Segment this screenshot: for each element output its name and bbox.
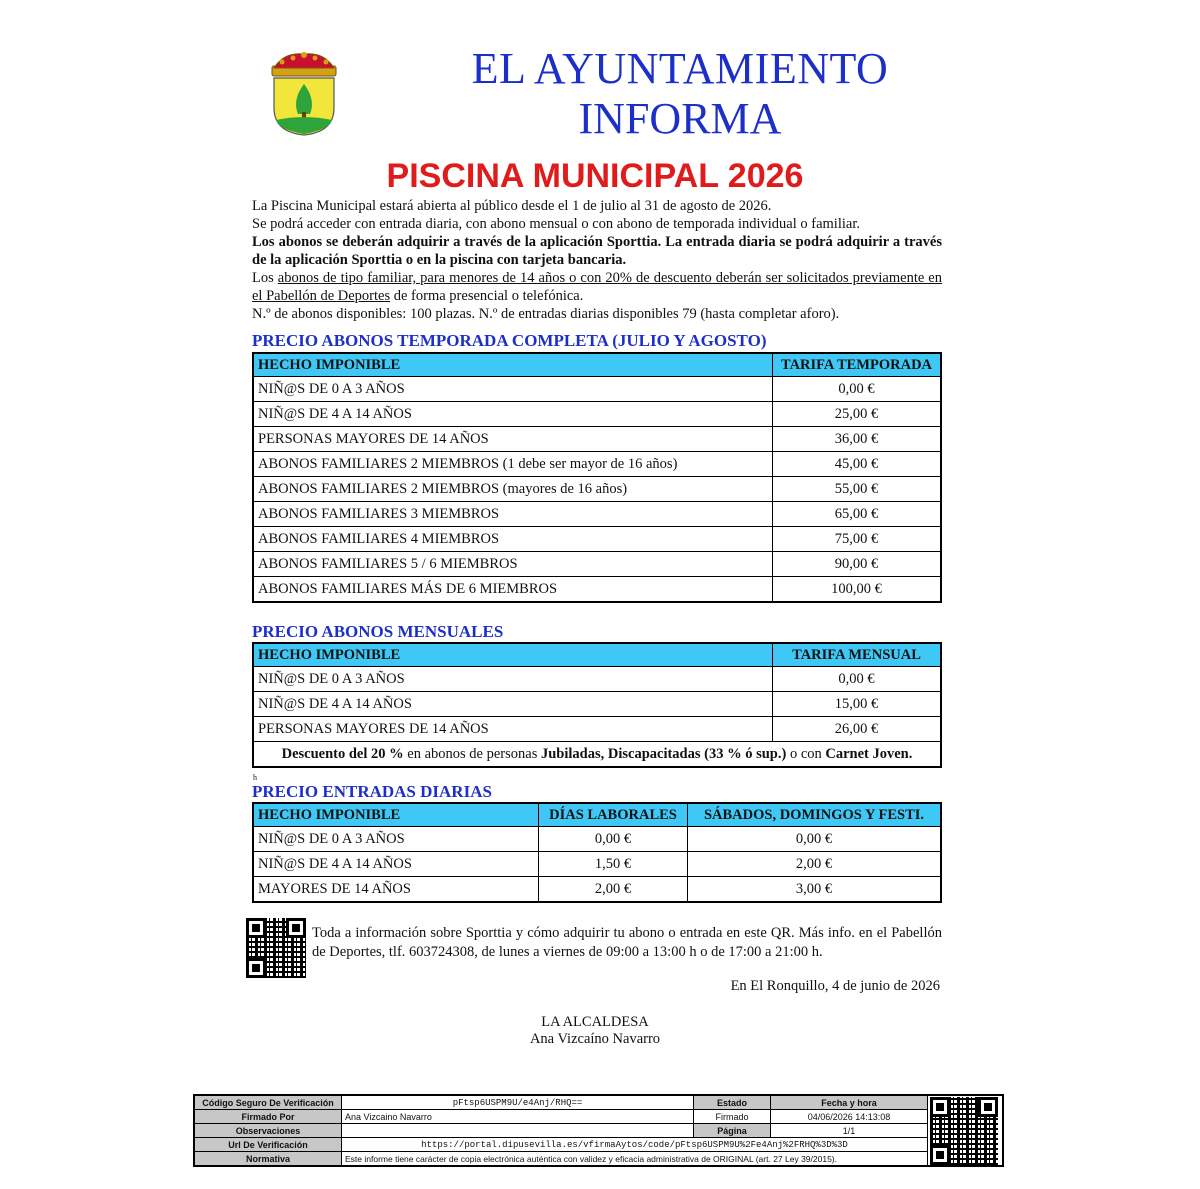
stray-mark: h <box>253 773 257 782</box>
table-row <box>253 502 941 527</box>
section-heading-temporada: PRECIO ABONOS TEMPORADA COMPLETA (JULIO Y AGOSTO) <box>252 331 767 350</box>
observations-value <box>342 1124 694 1138</box>
qr-finder <box>930 1097 950 1117</box>
discount-note <box>253 742 941 768</box>
table-row <box>253 827 941 852</box>
row-price: 15,00 € <box>773 692 942 717</box>
intro-text-segment: Los <box>252 270 278 286</box>
signer-name: Ana Vizcaíno Navarro <box>529 1031 661 1047</box>
row-price: 45,00 € <box>773 452 942 477</box>
row-price: 0,00 € <box>688 827 942 852</box>
header-line-1: EL AYUNTAMIENTO <box>471 44 889 93</box>
column-header: TARIFA MENSUAL <box>773 643 942 667</box>
row-label: MAYORES DE 14 AÑOS <box>253 877 539 903</box>
verification-qr-code[interactable] <box>930 1097 998 1165</box>
intro-paragraph <box>252 269 942 305</box>
table-row <box>194 1124 1003 1138</box>
verification-label: Firmado Por <box>194 1110 342 1124</box>
discount-note-row <box>253 742 941 768</box>
column-header: TARIFA TEMPORADA <box>773 353 942 377</box>
table-row <box>194 1110 1003 1124</box>
verification-label: Observaciones <box>194 1124 342 1138</box>
column-header: HECHO IMPONIBLE <box>253 353 773 377</box>
datetime-value: 04/06/2026 14:13:08 <box>771 1110 928 1124</box>
table-row <box>253 552 941 577</box>
note-bold: Descuento del 20 % <box>281 745 404 762</box>
verification-label: Página <box>694 1124 771 1138</box>
section-heading-diarias: PRECIO ENTRADAS DIARIAS <box>252 782 492 801</box>
column-header: SÁBADOS, DOMINGOS Y FESTI. <box>688 803 942 827</box>
page-value: 1/1 <box>771 1124 928 1138</box>
row-price: 2,00 € <box>688 852 942 877</box>
row-price: 3,00 € <box>688 877 942 903</box>
intro-underlined-segment: abonos de tipo familiar, para menores de 14 años o con 20% de descuento deberán ser solicitados previamente en el Pabellón de Deportes <box>252 270 942 304</box>
temporada-table <box>252 352 942 603</box>
qr-finder <box>978 1097 998 1117</box>
row-price: 1,50 € <box>539 852 688 877</box>
signer-role: LA ALCALDESA <box>541 1014 649 1030</box>
row-label: ABONOS FAMILIARES 3 MIEMBROS <box>253 502 773 527</box>
normativa-value: Este informe tiene carácter de copia electrónica auténtica con validez y eficacia administrativa de ORIGINAL (art. 27 Ley 39/2015). <box>342 1152 928 1167</box>
table-row <box>253 377 941 402</box>
row-label: ABONOS FAMILIARES MÁS DE 6 MIEMBROS <box>253 577 773 603</box>
row-label: ABONOS FAMILIARES 2 MIEMBROS (1 debe ser mayor de 16 años) <box>253 452 773 477</box>
status-value: Firmado <box>694 1110 771 1124</box>
row-price: 25,00 € <box>773 402 942 427</box>
row-label: PERSONAS MAYORES DE 14 AÑOS <box>253 717 773 742</box>
verification-table <box>193 1094 1004 1167</box>
intro-paragraph: Los abonos se deberán adquirir a través de la aplicación Sporttia. La entrada diaria se podrá adquirir a través de la aplicación Sporttia o en la piscina con tarjeta bancaria. <box>252 234 942 268</box>
row-price: 100,00 € <box>773 577 942 603</box>
column-header: HECHO IMPONIBLE <box>253 643 773 667</box>
qr-finder <box>246 958 266 978</box>
row-price: 0,00 € <box>773 667 942 692</box>
verification-label: Estado <box>694 1095 771 1110</box>
row-price: 90,00 € <box>773 552 942 577</box>
row-label: PERSONAS MAYORES DE 14 AÑOS <box>253 427 773 452</box>
header-line-2: INFORMA <box>578 94 782 143</box>
table-row <box>253 477 941 502</box>
row-label: NIÑ@S DE 4 A 14 AÑOS <box>253 402 773 427</box>
row-price: 36,00 € <box>773 427 942 452</box>
intro-paragraph: N.º de abonos disponibles: 100 plazas. N.º de entradas diarias disponibles 79 (hasta completar aforo). <box>252 306 840 322</box>
column-header: DÍAS LABORALES <box>539 803 688 827</box>
row-price: 75,00 € <box>773 527 942 552</box>
row-label: NIÑ@S DE 4 A 14 AÑOS <box>253 852 539 877</box>
row-price: 0,00 € <box>773 377 942 402</box>
row-price: 0,00 € <box>539 827 688 852</box>
table-row <box>253 452 941 477</box>
table-header-row <box>253 803 941 827</box>
verification-label: Url De Verificación <box>194 1138 342 1152</box>
signature-block <box>400 1014 790 1048</box>
qr-finder <box>930 1145 950 1165</box>
table-header-row <box>253 353 941 377</box>
verification-label: Fecha y hora <box>771 1095 928 1110</box>
intro-text <box>252 197 942 323</box>
verification-label: Normativa <box>194 1152 342 1167</box>
diarias-table <box>252 802 942 903</box>
verification-label: Código Seguro De Verificación <box>194 1095 342 1110</box>
note-bold: Carnet Joven. <box>825 745 913 762</box>
table-row <box>253 667 941 692</box>
intro-text-segment: de forma presencial o telefónica. <box>390 288 584 304</box>
note-text: o con <box>786 745 826 762</box>
sporttia-qr-code[interactable] <box>246 918 306 978</box>
table-row <box>253 577 941 603</box>
intro-paragraph: Se podrá acceder con entrada diaria, con abono mensual o con abono de temporada individual o familiar. <box>252 216 860 232</box>
table-row <box>194 1138 1003 1152</box>
row-label: NIÑ@S DE 4 A 14 AÑOS <box>253 692 773 717</box>
table-row <box>253 402 941 427</box>
note-bold: Jubiladas, Discapacitadas (33 % ó sup.) <box>540 745 787 762</box>
table-row <box>253 852 941 877</box>
row-label: ABONOS FAMILIARES 4 MIEMBROS <box>253 527 773 552</box>
row-label: NIÑ@S DE 0 A 3 AÑOS <box>253 827 539 852</box>
verification-url-link[interactable]: https://portal.dipusevilla.es/vfirmaAytos/code/pFtsp6USPM9U%2Fe4Anj%2FRHQ%3D%3D <box>342 1138 928 1152</box>
verification-code: pFtsp6USPM9U/e4Anj/RHQ== <box>342 1095 694 1110</box>
table-row <box>194 1152 1003 1167</box>
table-header-row <box>253 643 941 667</box>
qr-finder <box>286 918 306 938</box>
note-text: en abonos de personas <box>403 745 541 762</box>
column-header: HECHO IMPONIBLE <box>253 803 539 827</box>
intro-paragraph: La Piscina Municipal estará abierta al público desde el 1 de julio al 31 de agosto de 2026. <box>252 198 772 214</box>
table-row <box>253 527 941 552</box>
row-price: 26,00 € <box>773 717 942 742</box>
row-price: 55,00 € <box>773 477 942 502</box>
section-heading-mensual: PRECIO ABONOS MENSUALES <box>252 622 504 641</box>
signer-value: Ana Vizcaino Navarro <box>342 1110 694 1124</box>
qr-finder <box>246 918 266 938</box>
row-label: NIÑ@S DE 0 A 3 AÑOS <box>253 667 773 692</box>
table-row <box>253 717 941 742</box>
table-row <box>253 877 941 903</box>
qr-info-text: Toda a información sobre Sporttia y cómo adquirir tu abono o entrada en este QR. Más info. en el Pabellón de Deportes, tlf. 603724308, de lunes a viernes de 09:00 a 13:00 h o de 17:00 a 21:00 h. <box>312 925 942 960</box>
mensual-table <box>252 642 942 768</box>
table-row <box>194 1095 1003 1110</box>
document-date: En El Ronquillo, 4 de junio de 2026 <box>730 978 940 994</box>
table-row <box>253 692 941 717</box>
row-price: 65,00 € <box>773 502 942 527</box>
row-label: ABONOS FAMILIARES 2 MIEMBROS (mayores de 16 años) <box>253 477 773 502</box>
table-row <box>253 427 941 452</box>
row-price: 2,00 € <box>539 877 688 903</box>
row-label: NIÑ@S DE 0 A 3 AÑOS <box>253 377 773 402</box>
page-title: PISCINA MUNICIPAL 2026 <box>386 157 804 195</box>
row-label: ABONOS FAMILIARES 5 / 6 MIEMBROS <box>253 552 773 577</box>
municipal-crest-icon <box>262 52 346 136</box>
